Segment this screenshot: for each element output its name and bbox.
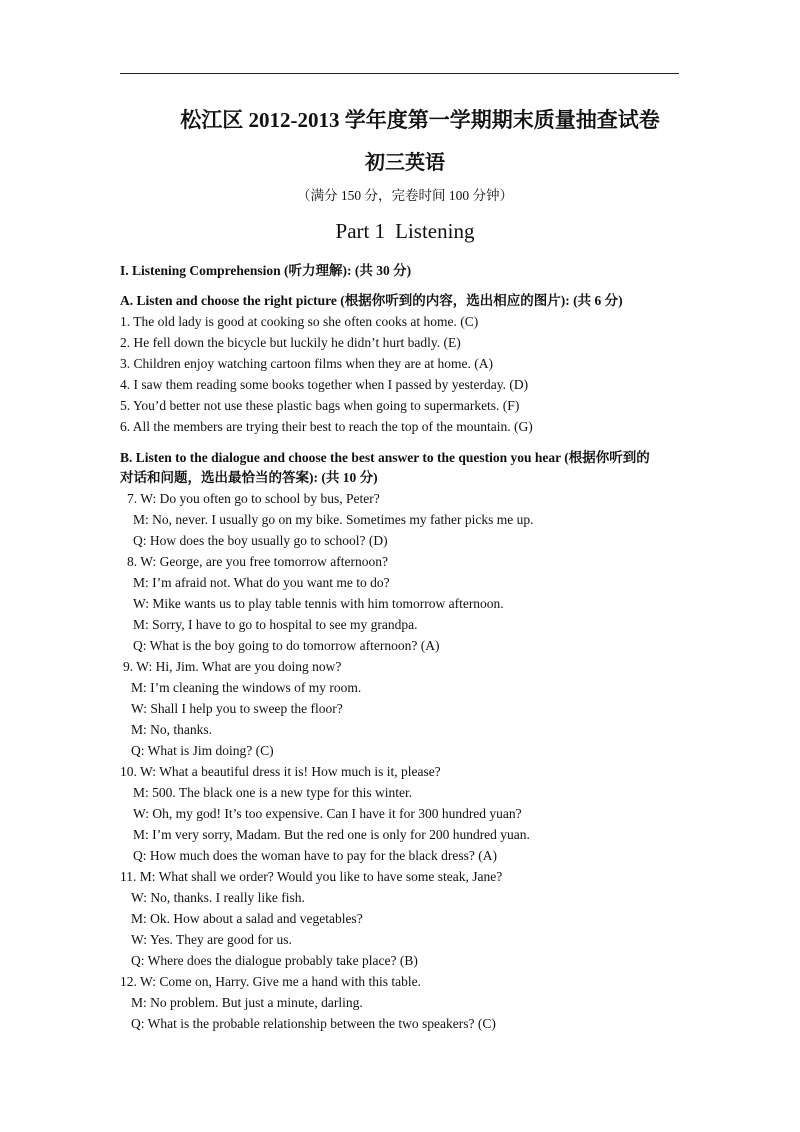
dialogue-line: W: Yes. They are good for us. [131,932,292,947]
list-item: 1. The old lady is good at cooking so she often cooks at home. (C) [120,314,479,329]
dialogue-line: Q: What is Jim doing? (C) [131,743,274,758]
dialogue-line: Q: What is the probable relationship between the two speakers? (C) [131,1016,496,1031]
dialogue-line: 10. W: What a beautiful dress it is! How much is it, please? [120,764,441,779]
part-name: Listening [395,219,475,243]
dialogue-line: M: I’m cleaning the windows of my room. [131,680,362,695]
exam-subtitle: 初三英语 [365,152,445,174]
section-b-heading-line2: 对话和问题，选出最恰当的答案): (共 10 分) [120,470,378,485]
exam-title: 松江区 2012-2013 学年度第一学期期末质量抽查试卷 [180,108,660,132]
dialogue-line: M: No, thanks. [131,722,212,737]
dialogue-line: 11. M: What shall we order? Would you like to have some steak, Jane? [120,869,503,884]
dialogue-line: W: Oh, my god! It’s too expensive. Can I have it for 300 hundred yuan? [133,806,522,821]
exam-note: （满分 150 分，完卷时间 100 分钟） [297,188,513,203]
dialogue-line: W: No, thanks. I really like fish. [131,890,305,905]
header-rule [120,73,679,74]
dialogue-line: Q: How does the boy usually go to school? (D) [133,533,388,548]
dialogue-line: 9. W: Hi, Jim. What are you doing now? [123,659,342,674]
dialogue-line: M: I’m very sorry, Madam. But the red one is only for 200 hundred yuan. [133,827,530,842]
section-i-heading: I. Listening Comprehension (听力理解): (共 30 分) [120,263,412,278]
list-item: 4. I saw them reading some books together when I passed by yesterday. (D) [120,377,529,392]
dialogue-line: W: Mike wants us to play table tennis with him tomorrow afternoon. [133,596,504,611]
dialogue-line: 12. W: Come on, Harry. Give me a hand with this table. [120,974,421,989]
section-a-heading: A. Listen and choose the right picture (根据你听到的内容，选出相应的图片): (共 6 分) [120,293,623,308]
part-heading [0,219,800,244]
dialogue-line: M: I’m afraid not. What do you want me to do? [133,575,390,590]
dialogue-line: M: No problem. But just a minute, darling. [131,995,363,1010]
list-item: 6. All the members are trying their best to reach the top of the mountain. (G) [120,419,533,434]
list-item: 3. Children enjoy watching cartoon films when they are at home. (A) [120,356,494,371]
dialogue-line: M: No, never. I usually go on my bike. Sometimes my father picks me up. [133,512,534,527]
list-item: 5. You’d better not use these plastic bags when going to supermarkets. (F) [120,398,520,413]
dialogue-line: Q: How much does the woman have to pay for the black dress? (A) [133,848,498,863]
dialogue-line: 8. W: George, are you free tomorrow afternoon? [127,554,389,569]
dialogue-line: W: Shall I help you to sweep the floor? [131,701,343,716]
dialogue-line: Q: Where does the dialogue probably take place? (B) [131,953,418,968]
dialogue-line: M: Ok. How about a salad and vegetables? [131,911,363,926]
dialogue-line: M: Sorry, I have to go to hospital to see my grandpa. [133,617,418,632]
dialogue-line: M: 500. The black one is a new type for this winter. [133,785,413,800]
part-label: Part 1 [335,219,386,243]
dialogue-line: 7. W: Do you often go to school by bus, Peter? [127,491,380,506]
dialogue-line: Q: What is the boy going to do tomorrow afternoon? (A) [133,638,440,653]
list-item: 2. He fell down the bicycle but luckily he didn’t hurt badly. (E) [120,335,461,350]
section-b-heading-line1: B. Listen to the dialogue and choose the best answer to the question you hear (根据你听到的 [120,450,650,465]
